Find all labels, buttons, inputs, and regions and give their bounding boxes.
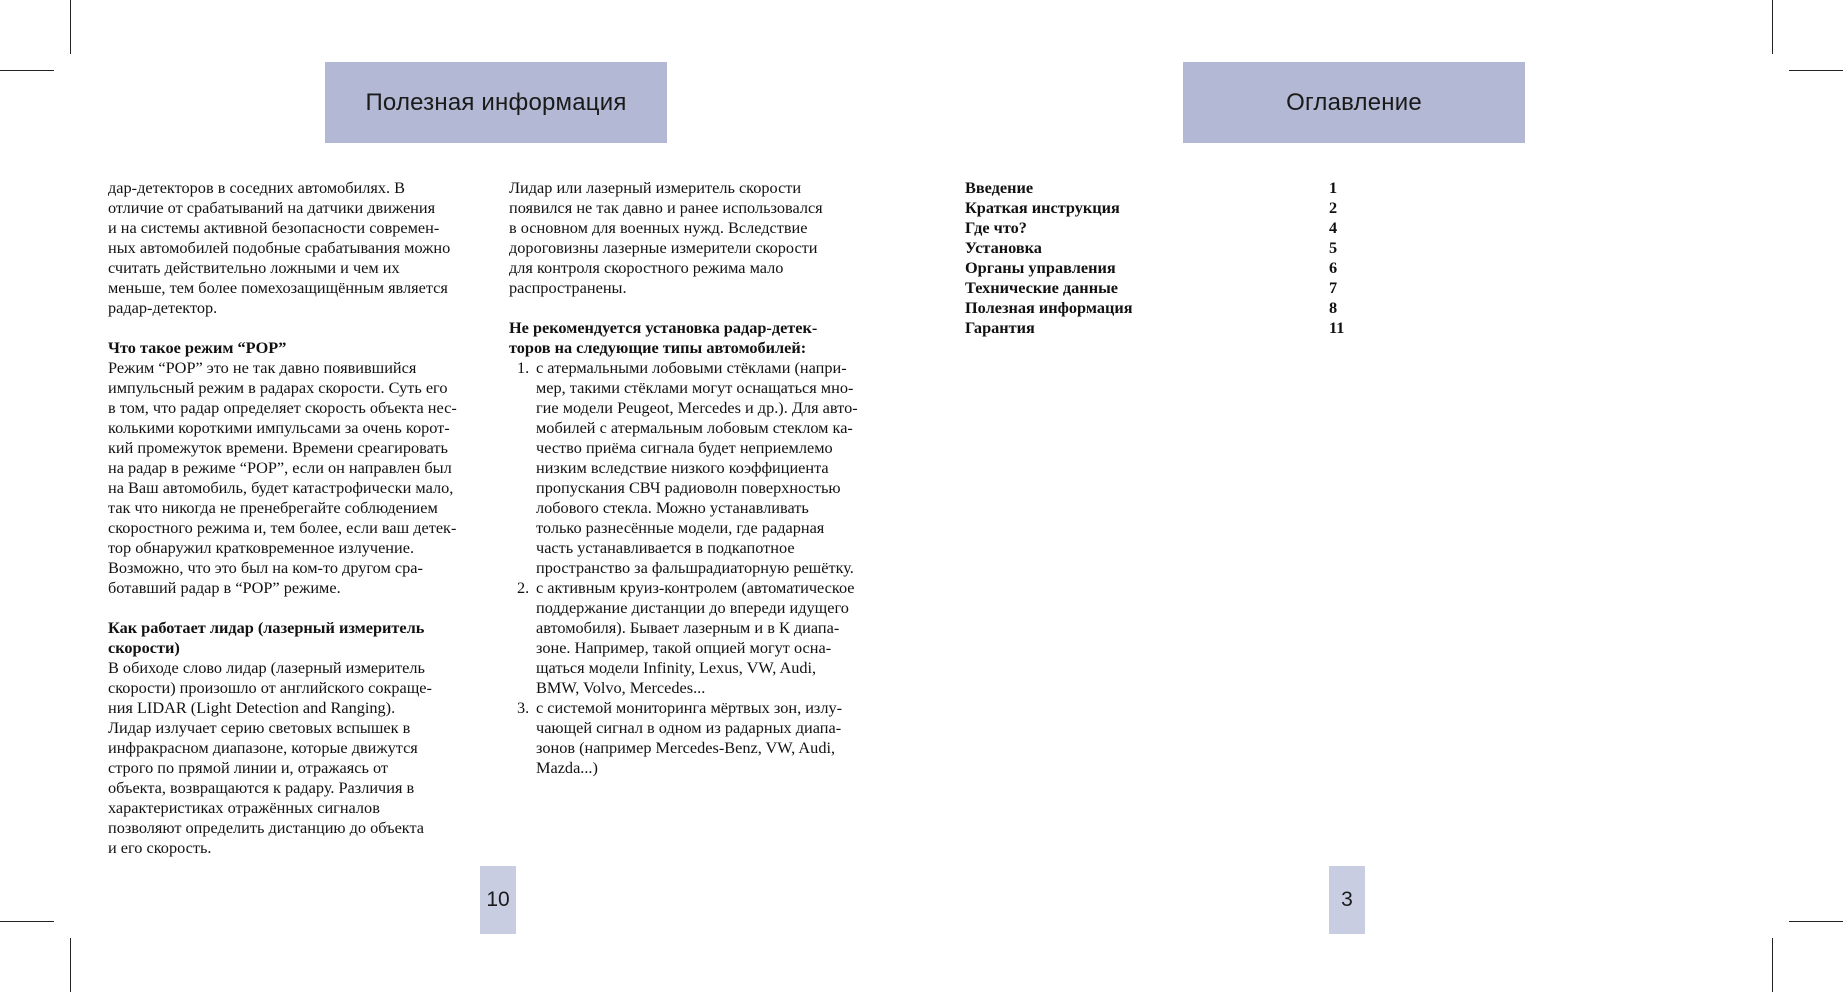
text-line: только разнесённые модели, где радарная — [536, 518, 825, 537]
paragraph-lidar-history — [509, 178, 904, 298]
paragraph-radar-false-alarms — [108, 178, 498, 318]
crop-mark-bottom-left-h — [0, 921, 54, 922]
text-line: Лидар излучает серию световых вспышек в — [108, 718, 411, 737]
text-line: дар-детекторов в соседних автомобилях. В — [108, 178, 406, 197]
text-line: в основном для военных нужд. Вследствие — [509, 218, 808, 237]
toc-title: Полезная информация — [965, 298, 1133, 317]
list-item-number: 3. — [517, 698, 530, 717]
toc-row[interactable] — [965, 298, 1385, 318]
text-line: кий промежуток времени. Времени среагировать — [108, 438, 448, 457]
toc-page: 2 — [1329, 198, 1338, 217]
list-item-number: 2. — [517, 578, 530, 597]
heading-line: торов на следующие типы автомобилей: — [509, 338, 807, 357]
text-line: дороговизны лазерные измерители скорости — [509, 238, 818, 257]
toc-title: Краткая инструкция — [965, 198, 1120, 217]
crop-mark-bottom-right-h — [1789, 921, 1843, 922]
text-line: с активным круиз-контролем (автоматическое — [536, 578, 855, 597]
toc-row[interactable] — [965, 318, 1385, 338]
text-line: появился не так давно и ранее использовался — [509, 198, 823, 217]
text-line: ния LIDAR (Light Detection and Ranging). — [108, 698, 396, 717]
toc-row[interactable] — [965, 238, 1385, 258]
toc-page: 6 — [1329, 258, 1338, 277]
left-page-header — [325, 62, 667, 143]
text-line: колькими короткими импульсами за очень корот- — [108, 418, 450, 437]
right-page-header — [1183, 62, 1525, 143]
text-line: низким вследствие низкого коэффициента — [536, 458, 829, 477]
text-line: Режим “POP” это не так давно появившийся — [108, 358, 417, 377]
left-page-column-2 — [509, 178, 904, 778]
text-line: характеристиках отражённых сигналов — [108, 798, 380, 817]
text-line: гие модели Peugeot, Mercedes и др.). Для авто- — [536, 398, 858, 417]
text-line: тор обнаружил кратковременное излучение. — [108, 538, 415, 557]
text-line: распространены. — [509, 278, 627, 297]
toc-page: 11 — [1329, 318, 1345, 337]
toc-row[interactable] — [965, 258, 1385, 278]
toc-title: Органы управления — [965, 258, 1116, 277]
toc-row[interactable] — [965, 218, 1385, 238]
text-line: Mazda...) — [536, 758, 598, 777]
crop-mark-top-left-h — [0, 70, 54, 71]
left-page-number-box — [480, 866, 516, 934]
text-line: чество приёма сигнала будет неприемлемо — [536, 438, 833, 457]
text-line: В обиходе слово лидар (лазерный измеритель — [108, 658, 425, 677]
crop-mark-top-right-h — [1789, 70, 1843, 71]
text-line: Возможно, что это был на ком-то другом сра- — [108, 558, 423, 577]
text-line: зонов (например Mercedes-Benz, VW, Audi, — [536, 738, 836, 757]
text-line: на радар в режиме “POP”, если он направлен был — [108, 458, 452, 477]
heading-line: Не рекомендуется установка радар-детек- — [509, 318, 818, 337]
toc-page: 8 — [1329, 298, 1338, 317]
text-line: лобового стекла. Можно устанавливать — [536, 498, 809, 517]
text-line: импульсный режим в радарах скорости. Суть его — [108, 378, 448, 397]
list-item — [509, 578, 904, 698]
text-line: мобилей с атермальным лобовым стеклом ка- — [536, 418, 853, 437]
toc-title: Установка — [965, 238, 1042, 257]
list-item — [509, 698, 904, 778]
text-line: в том, что радар определяет скорость объекта нес- — [108, 398, 457, 417]
right-page-number-box — [1329, 866, 1365, 934]
table-of-contents — [965, 178, 1385, 338]
text-line: объекта, возвращаются к радару. Различия в — [108, 778, 415, 797]
text-line: для контроля скоростного режима мало — [509, 258, 784, 277]
text-line: позволяют определить дистанцию до объекта — [108, 818, 425, 837]
text-line: меньше, тем более помехозащищённым является — [108, 278, 448, 297]
toc-page: 5 — [1329, 238, 1338, 257]
paragraph-lidar — [108, 658, 498, 858]
left-page-header-title: Полезная информация — [365, 88, 627, 116]
text-line: зоне. Например, такой опцией могут осна- — [536, 638, 832, 657]
text-line: щаться модели Infinity, Lexus, VW, Audi, — [536, 658, 817, 677]
crop-mark-top-right-v — [1772, 0, 1773, 54]
text-line: поддержание дистанции до впереди идущего — [536, 598, 849, 617]
text-line: ных автомобилей подобные срабатывания можно — [108, 238, 451, 257]
toc-title: Технические данные — [965, 278, 1119, 297]
heading-line: Как работает лидар (лазерный измеритель — [108, 618, 425, 637]
paragraph-pop-mode — [108, 358, 498, 598]
list-item — [509, 358, 904, 578]
text-line: скорости) произошло от английского сокраще- — [108, 678, 432, 697]
crop-mark-bottom-right-v — [1772, 938, 1773, 992]
toc-page: 7 — [1329, 278, 1338, 297]
text-line: инфракрасном диапазоне, которые движутся — [108, 738, 418, 757]
text-line: и на системы активной безопасности современ- — [108, 218, 440, 237]
text-line: и его скорость. — [108, 838, 212, 857]
text-line: BMW, Volvo, Mercedes... — [536, 678, 706, 697]
right-page-header-title: Оглавление — [1286, 88, 1422, 116]
heading-line: скорости) — [108, 638, 180, 657]
text-line: радар-детектор. — [108, 298, 218, 317]
toc-title: Гарантия — [965, 318, 1035, 337]
text-line: Лидар или лазерный измеритель скорости — [509, 178, 802, 197]
numbered-list — [509, 358, 904, 778]
text-line: считать действительно ложными и чем их — [108, 258, 400, 277]
text-line: на Ваш автомобиль, будет катастрофически мало, — [108, 478, 454, 497]
crop-mark-top-left-v — [70, 0, 71, 54]
toc-row[interactable] — [965, 278, 1385, 298]
toc-row[interactable] — [965, 198, 1385, 218]
left-page-number: 10 — [486, 888, 510, 911]
heading-not-recommended — [509, 318, 904, 358]
text-line: так что никогда не пренебрегайте соблюдением — [108, 498, 438, 517]
text-line: чающей сигнал в одном из радарных диапа- — [536, 718, 842, 737]
right-page-number: 3 — [1341, 888, 1353, 911]
text-line: с атермальными лобовыми стёклами (напри- — [536, 358, 847, 377]
list-item-number: 1. — [517, 358, 530, 377]
text-line: скоростного режима и, тем более, если ваш детек- — [108, 518, 457, 537]
text-line: отличие от срабатываний на датчики движения — [108, 198, 436, 217]
heading-pop-mode: Что такое режим “POP” — [108, 338, 287, 357]
toc-title: Введение — [965, 178, 1034, 197]
crop-mark-bottom-left-v — [70, 938, 71, 992]
text-line: пространство за фальшрадиаторную решётку. — [536, 558, 854, 577]
text-line: с системой мониторинга мёртвых зон, излу- — [536, 698, 843, 717]
text-line: часть устанавливается в подкапотное — [536, 538, 795, 557]
heading-lidar — [108, 618, 498, 658]
text-line: автомобиля). Бывает лазерным и в К диапа- — [536, 618, 840, 637]
text-line: пропускания СВЧ радиоволн поверхностью — [536, 478, 841, 497]
toc-page: 4 — [1329, 218, 1338, 237]
text-line: строго по прямой линии и, отражаясь от — [108, 758, 389, 777]
text-line: мер, такими стёклами могут оснащаться мно- — [536, 378, 854, 397]
toc-row[interactable] — [965, 178, 1385, 198]
toc-title: Где что? — [965, 218, 1027, 237]
text-line: ботавший радар в “POP” режиме. — [108, 578, 341, 597]
left-page-column-1 — [108, 178, 498, 858]
toc-page: 1 — [1329, 178, 1338, 197]
